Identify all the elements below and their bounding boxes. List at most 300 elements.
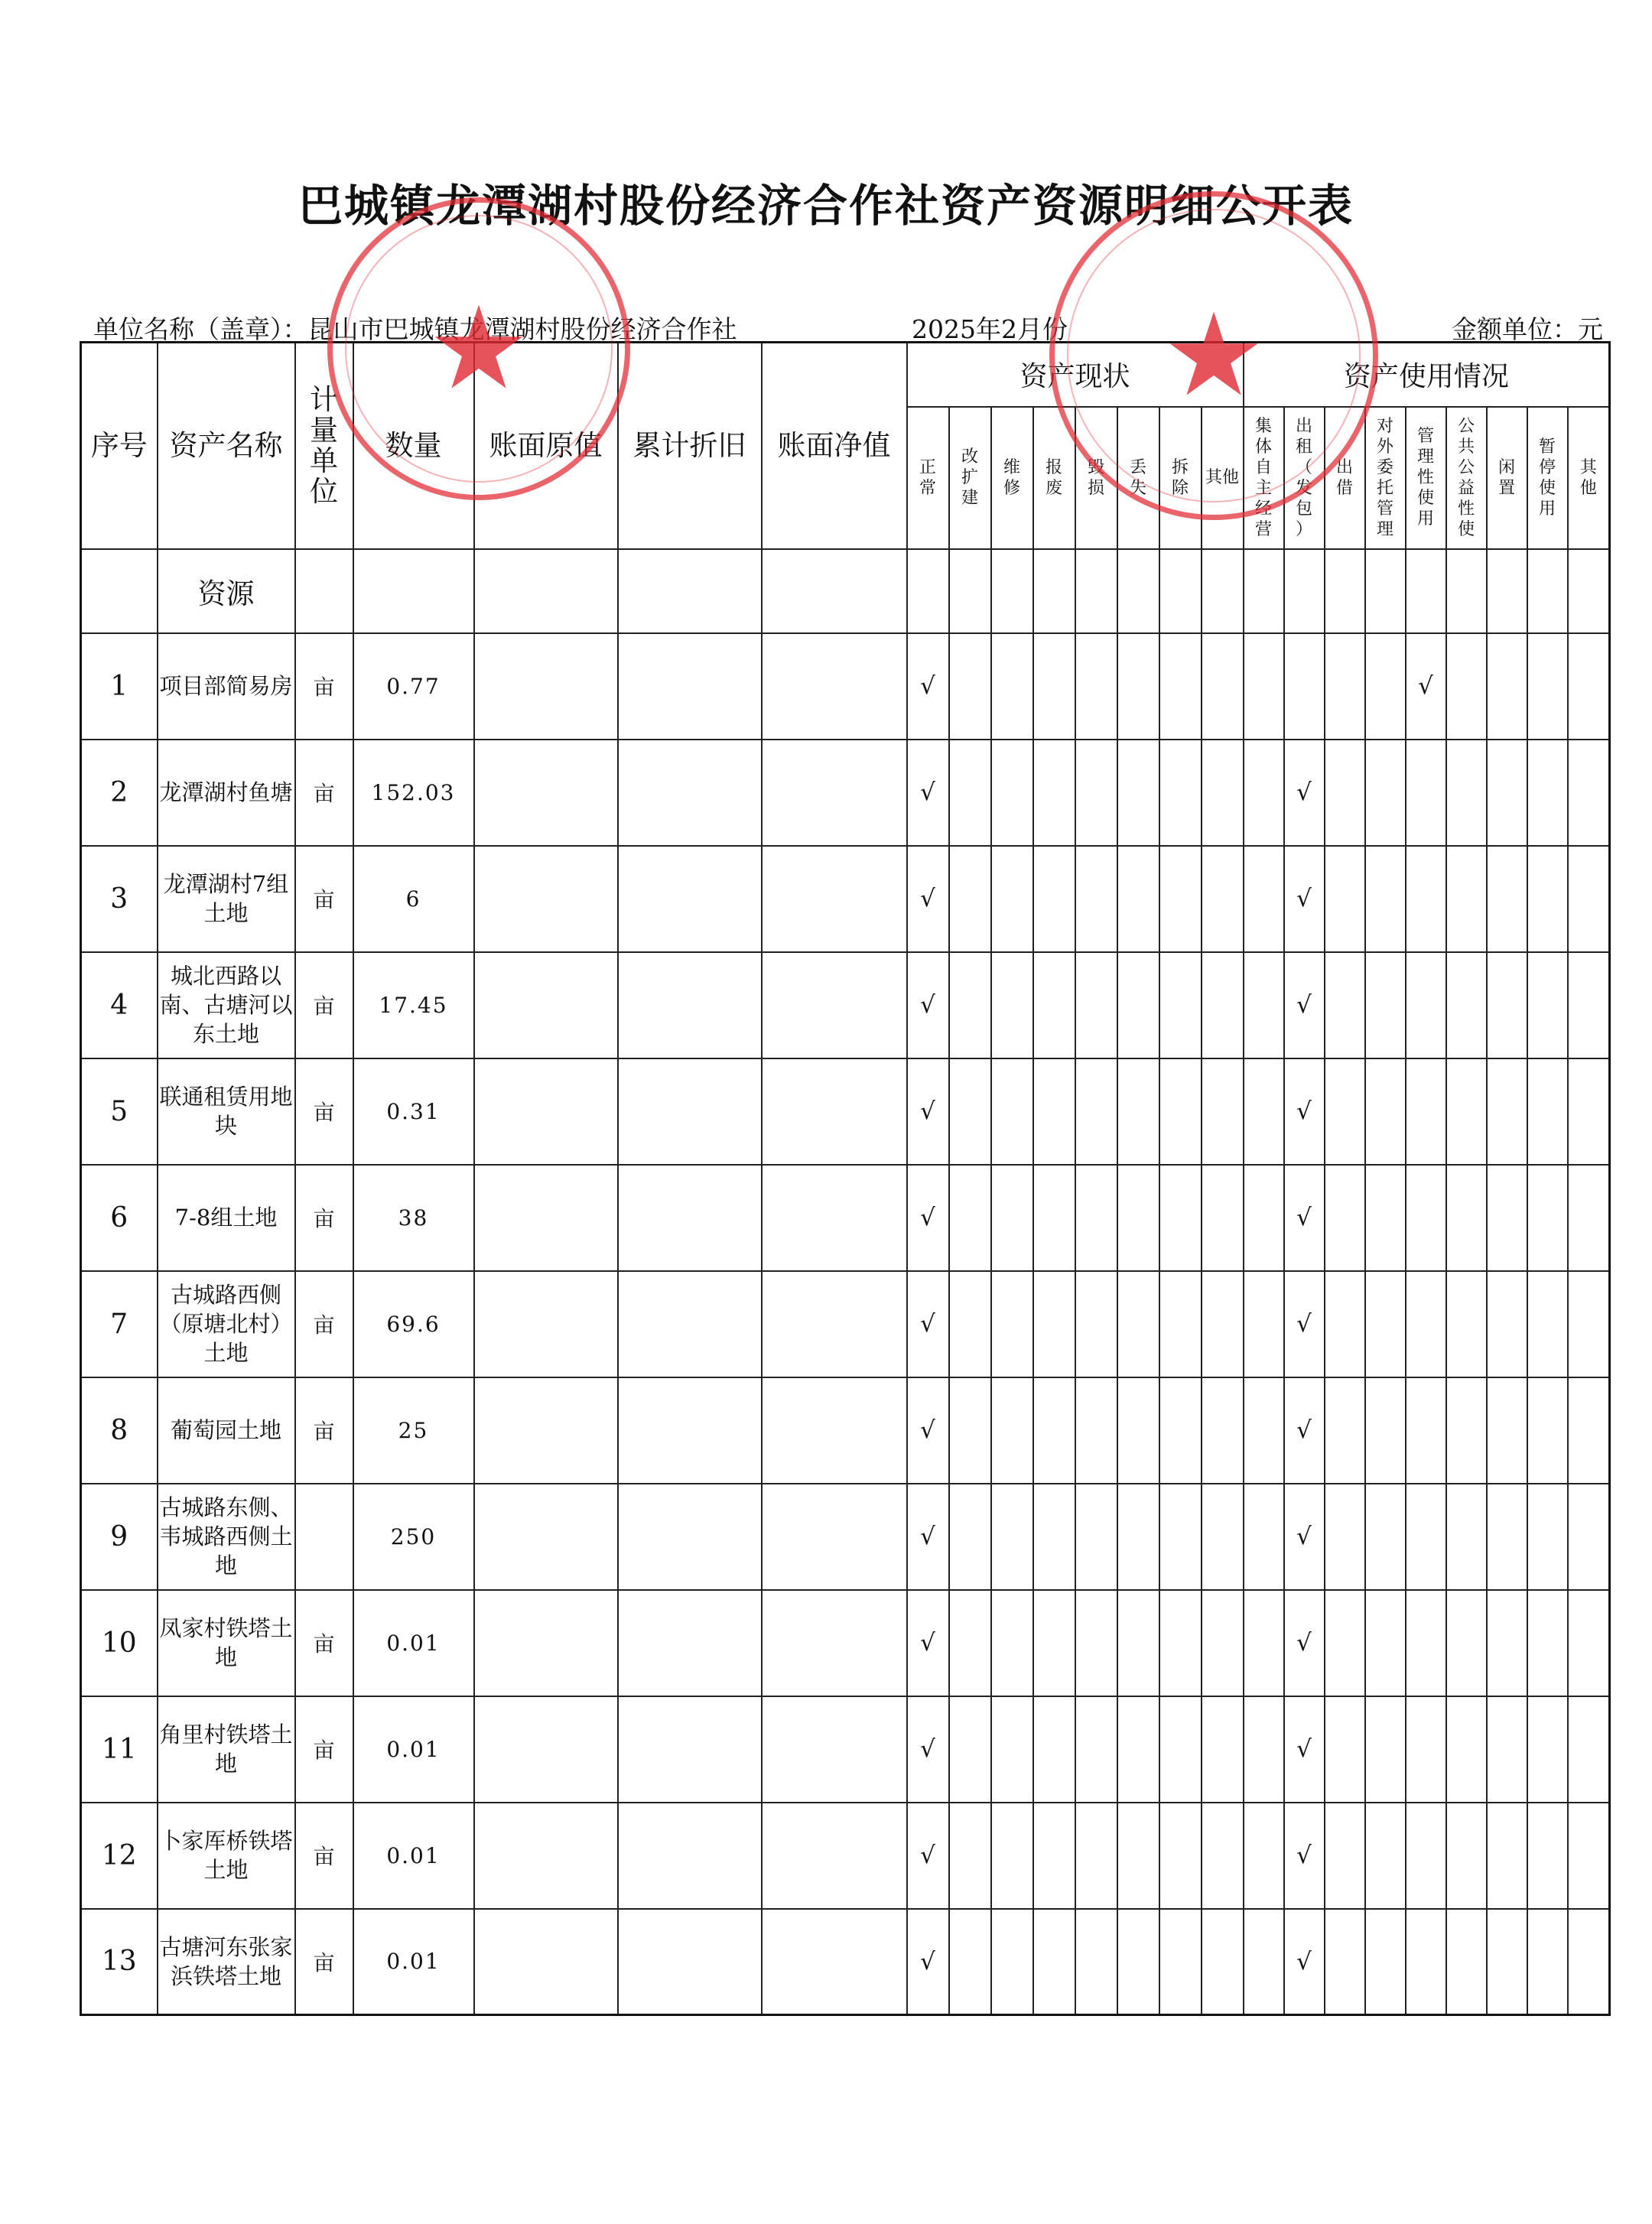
status-cell [1033,1803,1075,1909]
usage-cell [1527,740,1568,846]
accumulated-depreciation [618,1271,762,1377]
usage-cell: √ [1406,633,1446,740]
status-cell [991,1271,1033,1377]
status-cell [1033,740,1075,846]
usage-cell [1446,1165,1487,1271]
status-cell [1075,1058,1117,1165]
usage-cell [1446,1696,1487,1803]
status-cell [991,1165,1033,1271]
header-usage-col [1284,407,1325,549]
seal-star-icon: ★ [1162,289,1266,422]
usage-cell [1568,1590,1610,1696]
header-usage-col [1487,407,1527,549]
header-char: 主 [1255,478,1273,498]
table-row [81,846,1610,952]
usage-cell [1406,1590,1446,1696]
book-value [474,1271,618,1377]
header-char: 正 [919,457,936,477]
usage-cell [1527,1377,1568,1484]
row-number: 2 [81,740,158,846]
status-cell [1033,1271,1075,1377]
table-row [81,1590,1610,1696]
header-char: 拆 [1171,457,1189,477]
header-char: 其他 [1205,468,1240,487]
usage-cell [1487,1909,1527,2015]
status-cell: √ [907,1165,949,1271]
asset-name: 凤家村铁塔土地 [158,1590,295,1696]
quantity: 25 [353,1377,474,1484]
row-number: 10 [81,1590,158,1696]
usage-cell [1284,633,1325,740]
status-cell [1033,952,1075,1058]
usage-cell [1244,1165,1284,1271]
status-cell [1075,740,1117,846]
header-char: 管 [1417,427,1435,446]
usage-cell: √ [1284,846,1325,952]
header-char: 对 [1377,416,1394,436]
quantity: 69.6 [353,1271,474,1377]
usage-cell [1325,952,1365,1058]
usage-cell: √ [1284,1484,1325,1590]
accumulated-depreciation [618,1377,762,1484]
row-number: 6 [81,1165,158,1271]
usage-cell [1325,740,1365,846]
usage-cell: √ [1284,1909,1325,2015]
usage-cell [1406,952,1446,1058]
usage-cell [1487,740,1527,846]
usage-cell [1527,1909,1568,2015]
status-cell [1033,1696,1075,1803]
asset-table [80,341,1611,2016]
status-cell [949,633,991,740]
usage-cell [1568,846,1610,952]
usage-cell [1406,1484,1446,1590]
status-cell [1159,1909,1202,2015]
status-cell [1075,633,1117,740]
header-usage-col [1244,407,1284,549]
asset-name: 角里村铁塔土地 [158,1696,295,1803]
usage-cell [1325,633,1365,740]
status-cell [1159,633,1202,740]
book-value [474,1377,618,1484]
usage-cell [1568,1909,1610,2015]
accumulated-depreciation [618,1803,762,1909]
status-cell [1202,1590,1244,1696]
header-status-col [949,407,991,549]
header-char: 集 [1255,416,1273,436]
status-cell [949,1696,991,1803]
status-cell [991,952,1033,1058]
header-unit: 计 量 单 位 [295,343,353,549]
status-cell: √ [907,952,949,1058]
header-char: 益 [1458,478,1475,498]
status-cell [1202,1909,1244,2015]
usage-cell [1446,1803,1487,1909]
quantity: 38 [353,1165,474,1271]
usage-cell [1446,1484,1487,1590]
page-title: 巴城镇龙潭湖村股份经济合作社资产资源明细公开表 [298,180,1354,232]
header-usage-col [1446,407,1487,549]
usage-cell [1365,846,1406,952]
header-status-col [991,407,1033,549]
status-cell: √ [907,1909,949,2015]
header-char: 经 [1255,499,1273,519]
status-cell [991,1484,1033,1590]
measure-unit: 亩 [295,1165,353,1271]
usage-cell [1244,952,1284,1058]
quantity: 0.31 [353,1058,474,1165]
status-cell [1159,740,1202,846]
status-cell [1159,1271,1202,1377]
usage-cell [1325,1484,1365,1590]
header-status-col [907,407,949,549]
usage-cell [1568,1696,1610,1803]
header-char: （ [1296,457,1313,477]
usage-cell [1527,1058,1568,1165]
usage-cell [1244,1909,1284,2015]
section-label: 资源 [158,549,295,633]
measure-unit: 亩 [295,1377,353,1484]
usage-cell [1446,1377,1487,1484]
header-char: 损 [1087,478,1104,498]
header-char: 停 [1539,457,1556,477]
usage-cell [1365,1696,1406,1803]
header-char: 建 [961,489,978,508]
usage-cell [1487,1271,1527,1377]
usage-cell [1446,1058,1487,1165]
accumulated-depreciation [618,846,762,952]
usage-cell [1446,1271,1487,1377]
status-cell [991,1803,1033,1909]
header-char: 闲 [1498,457,1516,477]
usage-cell [1365,1909,1406,2015]
status-cell [1033,846,1075,952]
header-status-group: 资产现状 [907,343,1244,407]
status-cell: √ [907,1058,949,1165]
header-char: 理 [1377,519,1394,539]
header-usage-col [1325,407,1365,549]
usage-cell [1325,1590,1365,1696]
usage-cell [1568,1058,1610,1165]
usage-cell [1568,740,1610,846]
header-char: 改 [961,447,978,467]
usage-cell [1365,1377,1406,1484]
status-cell [1075,1165,1117,1271]
quantity: 0.01 [353,1803,474,1909]
usage-cell [1406,740,1446,846]
table-row [81,633,1610,740]
header-book-value: 账面原值 [474,343,618,549]
header-char: 发 [1296,478,1313,498]
usage-cell [1527,1590,1568,1696]
status-cell [1117,1165,1159,1271]
row-number: 8 [81,1377,158,1484]
usage-cell [1487,1696,1527,1803]
usage-cell [1487,952,1527,1058]
header-char: 用 [1539,499,1556,519]
status-cell [1202,1271,1244,1377]
header-char: 性 [1458,499,1475,519]
row-number: 13 [81,1909,158,2015]
asset-name: 项目部简易房 [158,633,295,740]
usage-cell [1365,1271,1406,1377]
usage-cell [1446,633,1487,740]
usage-cell [1568,1803,1610,1909]
header-usage-group: 资产使用情况 [1244,343,1610,407]
status-cell [1202,740,1244,846]
table-row [81,740,1610,846]
usage-cell: √ [1284,1058,1325,1165]
usage-cell [1244,1271,1284,1377]
usage-cell [1446,1590,1487,1696]
header-depreciation: 累计折旧 [618,343,762,549]
usage-cell: √ [1284,1803,1325,1909]
book-value [474,1803,618,1909]
header-char: 修 [1003,478,1020,498]
quantity: 0.01 [353,1909,474,2015]
usage-cell [1325,1058,1365,1165]
usage-cell [1487,1803,1527,1909]
status-cell [1202,1696,1244,1803]
net-value [762,1377,907,1484]
quantity: 6 [353,846,474,952]
usage-cell [1406,1909,1446,2015]
usage-cell [1527,1165,1568,1271]
measure-unit: 亩 [295,846,353,952]
header-char: 体 [1255,437,1273,457]
status-cell [1159,1696,1202,1803]
status-cell: √ [907,1803,949,1909]
usage-cell [1244,1484,1284,1590]
header-usage-col [1568,407,1610,549]
header-char: ） [1296,519,1313,539]
unit-name: 单位名称（盖章）：昆山市巴城镇龙潭湖村股份经济合作社 [93,314,737,344]
table-row [81,1377,1610,1484]
usage-cell [1568,1165,1610,1271]
usage-cell [1325,1803,1365,1909]
header-char: 使 [1417,489,1435,508]
quantity: 152.03 [353,740,474,846]
status-cell [1075,1590,1117,1696]
asset-name: 卜家厍桥铁塔土地 [158,1803,295,1909]
status-cell [949,1058,991,1165]
status-cell [1202,1058,1244,1165]
usage-cell [1325,1696,1365,1803]
net-value [762,1590,907,1696]
accumulated-depreciation [618,740,762,846]
accumulated-depreciation [618,952,762,1058]
header-char: 废 [1045,478,1062,498]
usage-cell [1325,1165,1365,1271]
usage-cell: √ [1284,1271,1325,1377]
usage-cell [1527,633,1568,740]
usage-cell [1406,1803,1446,1909]
header-char: 除 [1171,478,1189,498]
status-cell [1033,1590,1075,1696]
status-cell: √ [907,1590,949,1696]
quantity: 250 [353,1484,474,1590]
usage-cell [1527,1696,1568,1803]
asset-name: 联通租赁用地块 [158,1058,295,1165]
usage-cell [1365,1165,1406,1271]
status-cell [1159,1803,1202,1909]
usage-cell [1365,1803,1406,1909]
usage-cell [1325,1377,1365,1484]
header-char: 委 [1377,457,1394,477]
row-number: 4 [81,952,158,1058]
header-char: 公 [1458,416,1475,436]
status-cell: √ [907,846,949,952]
usage-cell [1527,1484,1568,1590]
table-row [81,1909,1610,2015]
status-cell [1117,1058,1159,1165]
status-cell [1075,1803,1117,1909]
usage-cell [1487,1377,1527,1484]
quantity: 0.01 [353,1590,474,1696]
asset-name: 龙潭湖村鱼塘 [158,740,295,846]
usage-cell [1446,952,1487,1058]
status-cell [949,1803,991,1909]
book-value [474,846,618,952]
status-cell [949,846,991,952]
status-cell [1159,1590,1202,1696]
status-cell [1033,1909,1075,2015]
usage-cell: √ [1284,1590,1325,1696]
measure-unit: 亩 [295,952,353,1058]
book-value [474,1165,618,1271]
usage-cell [1406,1696,1446,1803]
usage-cell [1406,846,1446,952]
usage-cell: √ [1284,1696,1325,1803]
table-row [81,1803,1610,1909]
header-char: 丢 [1129,457,1146,477]
accumulated-depreciation [618,1909,762,2015]
status-cell [1159,1058,1202,1165]
status-cell [991,740,1033,846]
status-cell [991,1909,1033,2015]
header-char: 失 [1129,478,1146,498]
header-char: 外 [1377,437,1394,457]
status-cell [991,1377,1033,1484]
status-cell: √ [907,1271,949,1377]
measure-unit: 亩 [295,1058,353,1165]
status-cell [1033,1484,1075,1590]
header-no: 序号 [81,343,158,549]
measure-unit: 亩 [295,633,353,740]
header-char: 管 [1377,499,1394,519]
report-period: 2025年2月份 [912,314,1068,344]
table-row [81,1058,1610,1165]
accumulated-depreciation [618,1058,762,1165]
header-char: 暂 [1539,437,1556,457]
net-value [762,1165,907,1271]
usage-cell [1325,1271,1365,1377]
usage-cell [1406,1165,1446,1271]
status-cell [991,846,1033,952]
status-cell [1159,1165,1202,1271]
status-cell [1159,1377,1202,1484]
quantity: 0.77 [353,633,474,740]
asset-name: 古城路西侧（原塘北村）土地 [158,1271,295,1377]
usage-cell [1244,1696,1284,1803]
status-cell [1117,1377,1159,1484]
table-row [81,1271,1610,1377]
status-cell [949,740,991,846]
table-row [81,1484,1610,1590]
net-value [762,740,907,846]
measure-unit: 亩 [295,1271,353,1377]
measure-unit: 亩 [295,1803,353,1909]
section-blank [81,549,158,633]
status-cell [1117,633,1159,740]
measure-unit: 亩 [295,1909,353,2015]
header-char: 借 [1336,478,1354,498]
status-cell: √ [907,1696,949,1803]
header-char: 出 [1296,416,1313,436]
usage-cell [1244,633,1284,740]
row-number: 1 [81,633,158,740]
header-usage-col [1406,407,1446,549]
status-cell [1117,1590,1159,1696]
status-cell [1117,1271,1159,1377]
header-char: 他 [1579,478,1597,498]
status-cell [991,633,1033,740]
usage-cell [1244,1590,1284,1696]
measure-unit: 亩 [295,1696,353,1803]
accumulated-depreciation [618,1484,762,1590]
quantity: 0.01 [353,1696,474,1803]
net-value [762,1696,907,1803]
header-char: 毁 [1087,457,1104,477]
header-usage-col [1527,407,1568,549]
usage-cell [1446,740,1487,846]
asset-name: 7-8组土地 [158,1165,295,1271]
status-cell [1075,1909,1117,2015]
seal-star-icon: ★ [427,282,531,415]
status-cell [1117,952,1159,1058]
book-value [474,1058,618,1165]
usage-cell [1487,1165,1527,1271]
usage-cell [1446,846,1487,952]
status-cell: √ [907,1377,949,1484]
status-cell [1202,1165,1244,1271]
header-char: 共 [1458,437,1475,457]
usage-cell [1406,1058,1446,1165]
accumulated-depreciation [618,1165,762,1271]
row-number: 7 [81,1271,158,1377]
usage-cell [1568,1271,1610,1377]
header-char: 包 [1296,499,1313,519]
usage-cell [1527,952,1568,1058]
usage-cell [1527,1271,1568,1377]
usage-cell [1568,633,1610,740]
net-value [762,633,907,740]
header-char: 维 [1003,457,1020,477]
status-cell [1033,633,1075,740]
net-value [762,1484,907,1590]
header-char: 出 [1336,457,1354,477]
table-row [81,1696,1610,1803]
asset-name: 龙潭湖村7组土地 [158,846,295,952]
usage-cell: √ [1284,1165,1325,1271]
status-cell [1075,952,1117,1058]
status-cell [1117,740,1159,846]
header-status-col [1202,407,1244,549]
asset-name: 葡萄园土地 [158,1377,295,1484]
net-value [762,846,907,952]
table-row [81,952,1610,1058]
net-value [762,1058,907,1165]
